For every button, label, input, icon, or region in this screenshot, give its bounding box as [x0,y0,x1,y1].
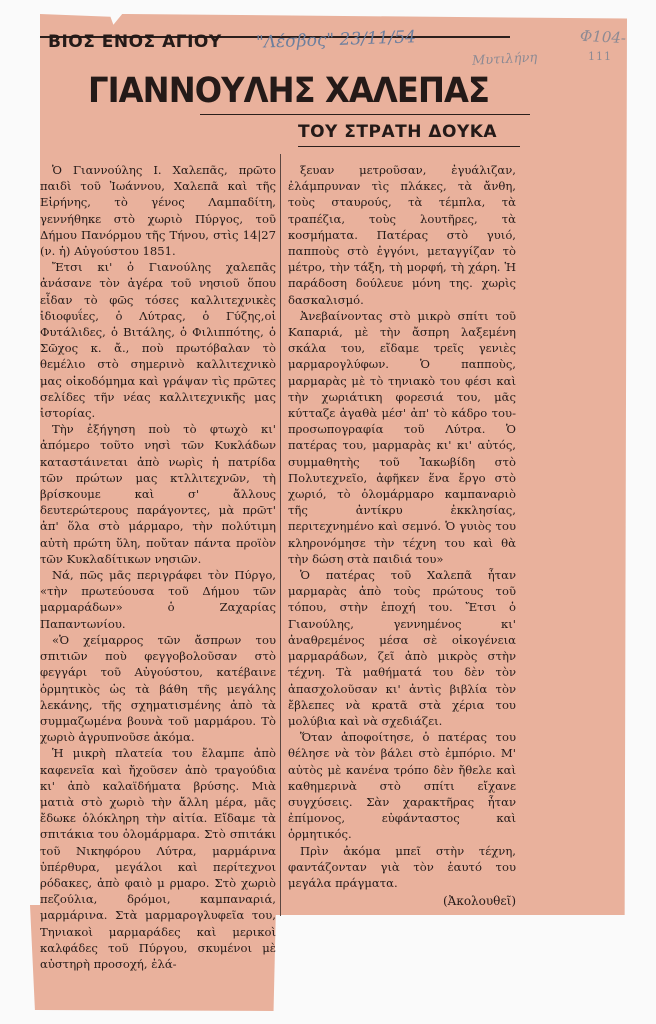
paragraph: ξευαν μετροῦσαν, ἐγυάλιζαν, ἐλάμπρυναν τὶς πλάκες, τὰ ἄνθη, τοὺς σταυρούς, τὰ τέμπλα, τὰ τραπέζια, τοὺς λουτῆρες, τὰ κοσμήματα. Πατέρας στὸ γυιό, παπποὺς στὸ ἐγγόνι, μεταγγίζαν τὸ μέτρο, τὴν τάξη, τὴ μορφή, τὴ χάρη. Ἡ παράδοση δούλευε μόνη της. χωρὶς δασκαλισμό. [288,163,516,307]
paragraph: Ὅταν ἀποφοίτησε, ὁ πατέρας του θέλησε νὰ τὸν βάλει στὸ ἐμπόριο. Μ' αὐτὸς μὲ κανένα τρόπο δὲν ἤθελε καὶ καθημερινὰ στὸ σπίτι εἴχανε συγχύσεις. Σὰν χαρακτῆρας ἦταν ἐπίμονος, εὐφάνταστος καὶ ὁρμητικός. [288,730,516,842]
pencil-archive-number: Φ104- [579,26,627,48]
pencil-archive-mark: 111 [588,50,612,63]
continued-note: (Ἀκολουθεῖ) [442,894,516,909]
paragraph: Τὴν ἐξήγηση ποὺ τὸ φτωχὸ κι' ἀπόμερο τοῦτο νησὶ τῶν Κυκλάδων καταστάινεται ἀπὸ νωρὶς ἡ πατρίδα τῶν πρώτων μας κτλλιτεχνῶν, τὴ βρίσκουμε καὶ σ' ἄλλους δευτερώτερους παράγοντες, μὰ πρῶτ' ἀπ' ὅλα στὸ μάρμαρο, τὴν πολύτιμη αὐτὴ πρώτη ὕλη, ποὔταν πάντα προϊὸν τῶν Κυκλαδίτικων νησιῶν. [40,422,276,566]
headline: ΓΙΑΝΝΟΥΛΗΣ ΧΑΛΕΠΑΣ [88,71,490,111]
paragraph: Ὁ πατέρας τοῦ Χαλεπᾶ ἦταν μαρμαρὰς ἀπὸ τοὺς πρώτους τοῦ τόπου, στὴν ἐποχή του. Ἔτσι ὁ Γιανούλης, γεννημένος κι' ἀναθρεμένος μέσα σὲ οἰκογένεια μαρμαράδων, ζεῖ ἀπὸ μικρὸς στὴν τέχνη. Τὰ μαθήματά του δὲν τὸν ἀπασχολοῦσαν κι' ἀντὶς βιβλία τὸν ἔβλεπες νὰ κρατᾶ στὰ χέρια του μολύβια καὶ νὰ σχεδιάζει. [288,568,516,728]
paragraph: Ἀνεβαίνοντας στὸ μικρὸ σπίτι τοῦ Καπαριά, μὲ τὴν ἄσπρη λαξεμένη σκάλα του, εἴδαμε τρεῖς γενιὲς μαρμαρογλύφων. Ὁ παπποὺς, μαρμαρὰς μὲ τὸ τηνιακὸ του φέσι καὶ τὴν χωριάτικη φορεσιά του, μᾶς κύτταζε ἀγαθὰ μέσ' ἀπ' τὸ κάδρο του-προσωπογραφία τοῦ Λύτρα. Ὁ πατέρας του, μαρμαρὰς κι' κι' αὐτός, συμμαθητὴς τοῦ Ἰακωβίδη στὸ Πολυτεχνεῖο, ἀφῆκεν ἕνα ἔργο στὸ χωριό, τὸ ὁλομάρμαρο καμπαναριὸ τῆς ἀντίκρυ ἐκκλησίας, περιτεχνημένο καὶ σεμνό. Ὁ γυιὸς του κληρονόμησε τὴν τέχνη του καὶ θὰ τὴν δώση στὰ παιδιά του» [288,308,516,566]
headline-rule [200,114,530,115]
newspaper-article [40,14,627,1014]
paragraph: Ἡ μικρὴ πλατεία του ἔλαμπε ἀπὸ καφενεῖα καὶ ἤχοῦσεν ἀπὸ τραγούδια κι' ἀπὸ καλαϊδήματα βρύσης. Μιὰ ματιὰ στὸ χωριὸ τὴν ἄλλη μέρα, μᾶς ἔδωκε ὁλόκληρη τὴν αἰτία. Εἴδαμε τὰ σπιτάκια του ὁλομάρμαρα. Στὸ σπιτάκι τοῦ Νικηφόρου Λύτρα, μαρμάρινα ὑπέρθυρα, μεγάλοι καὶ περίτεχνοι ρόδακες, ἀπὸ φαιὸ μ ρμαρο. Στὸ χωριὸ πεζούλια, δρόμοι, καμπαναριά, μαρμάρινα. Στὰ μαρμαρογλυφεῖα του, Τηνιακοὶ μαρμαράδες καὶ μερικοὶ καλφάδες τοῦ Πύργου, σκυμένοι μὲ αὐστηρὴ προσοχή, ἐλά- [40,746,276,971]
paragraph: Ἔτσι κι' ὁ Γιανούλης χαλεπᾶς ἀνάσανε τὸν ἀγέρα τοῦ νησιοῦ ὅπου εἶδαν τὸ φῶς τόσες καλλιτεχνικὲς ἰδιοφυΐες, ὁ Λύτρας, ὁ Γύζης,οἱ Φυτάλιδες, ὁ Βιτάλης, ὁ Φιλιππότης, ὁ Σῶχος κ. ἄ., ποὺ πρωτόβαλαν τὸ θεμέλιο στὸ σημερινὸ καλλιτεχνικὸ μας οἰκοδόμημα καὶ γράψαν τὶς πρῶτες σελίδες τῆν νέας καλλιτεχνικῆς μας ἱστορίας. [40,260,276,421]
section-kicker: ΒΙΟΣ ΕΝΟΣ ΑΓΙΟΥ [48,32,222,52]
paragraph: «Ὁ χείμαρρος τῶν ἄσπρων του σπιτιῶν ποὺ φεγγοβολοῦσαν στὸ φεγγάρι τοῦ Αὐγούστου, κατέβαινε ὁρμητικὸς ὡς τὰ βάθη τῆς μεγάλης λεκάνης, τῆς σχηματισμένης ἀπὸ τὰ συμμαζωμένα βουνὰ τοῦ μαρμάρου. Τὸ χωριὸ ἀγρυπνοῦσε ἀκόμα. [40,632,276,745]
pencil-place-note: Μυτιλήνη [471,50,538,69]
handwritten-date-note: "Λέσβος" 23/11/54 [255,27,417,53]
right-column [288,162,516,909]
column-divider [280,154,281,916]
paragraph: Πρὶν ἀκόμα μπεῖ στὴν τέχνη, φαντάζονταν γιὰ τὸν ἑαυτό του μεγάλα πράγματα. [288,843,516,890]
byline: ΤΟΥ ΣΤΡΑΤΗ ΔΟΥΚΑ [298,122,498,142]
paragraph: Νά, πῶς μᾶς περιγράφει τὸν Πύργο, «τὴν πρωτεύουσα τοῦ Δήμου τῶν μαρμαράδων» ὁ Ζαχαρίας Παπαντωνίου. [40,568,276,631]
byline-rule [298,146,520,147]
left-column [40,162,276,972]
paragraph: Ὁ Γιαννούλης Ι. Χαλεπᾶς, πρῶτο παιδὶ τοῦ Ἰωάννου, Χαλεπᾶ καὶ τῆς Εἰρήνης, τὸ γένος Λαμπαδίτη, γεννήθηκε στὸ χωριὸ Πύργος, τοῦ Δήμου Πανόρμου τῆς Τήνου, στὶς 14|27 (ν. ἡ) Αὐγούστου 1851. [40,163,276,259]
